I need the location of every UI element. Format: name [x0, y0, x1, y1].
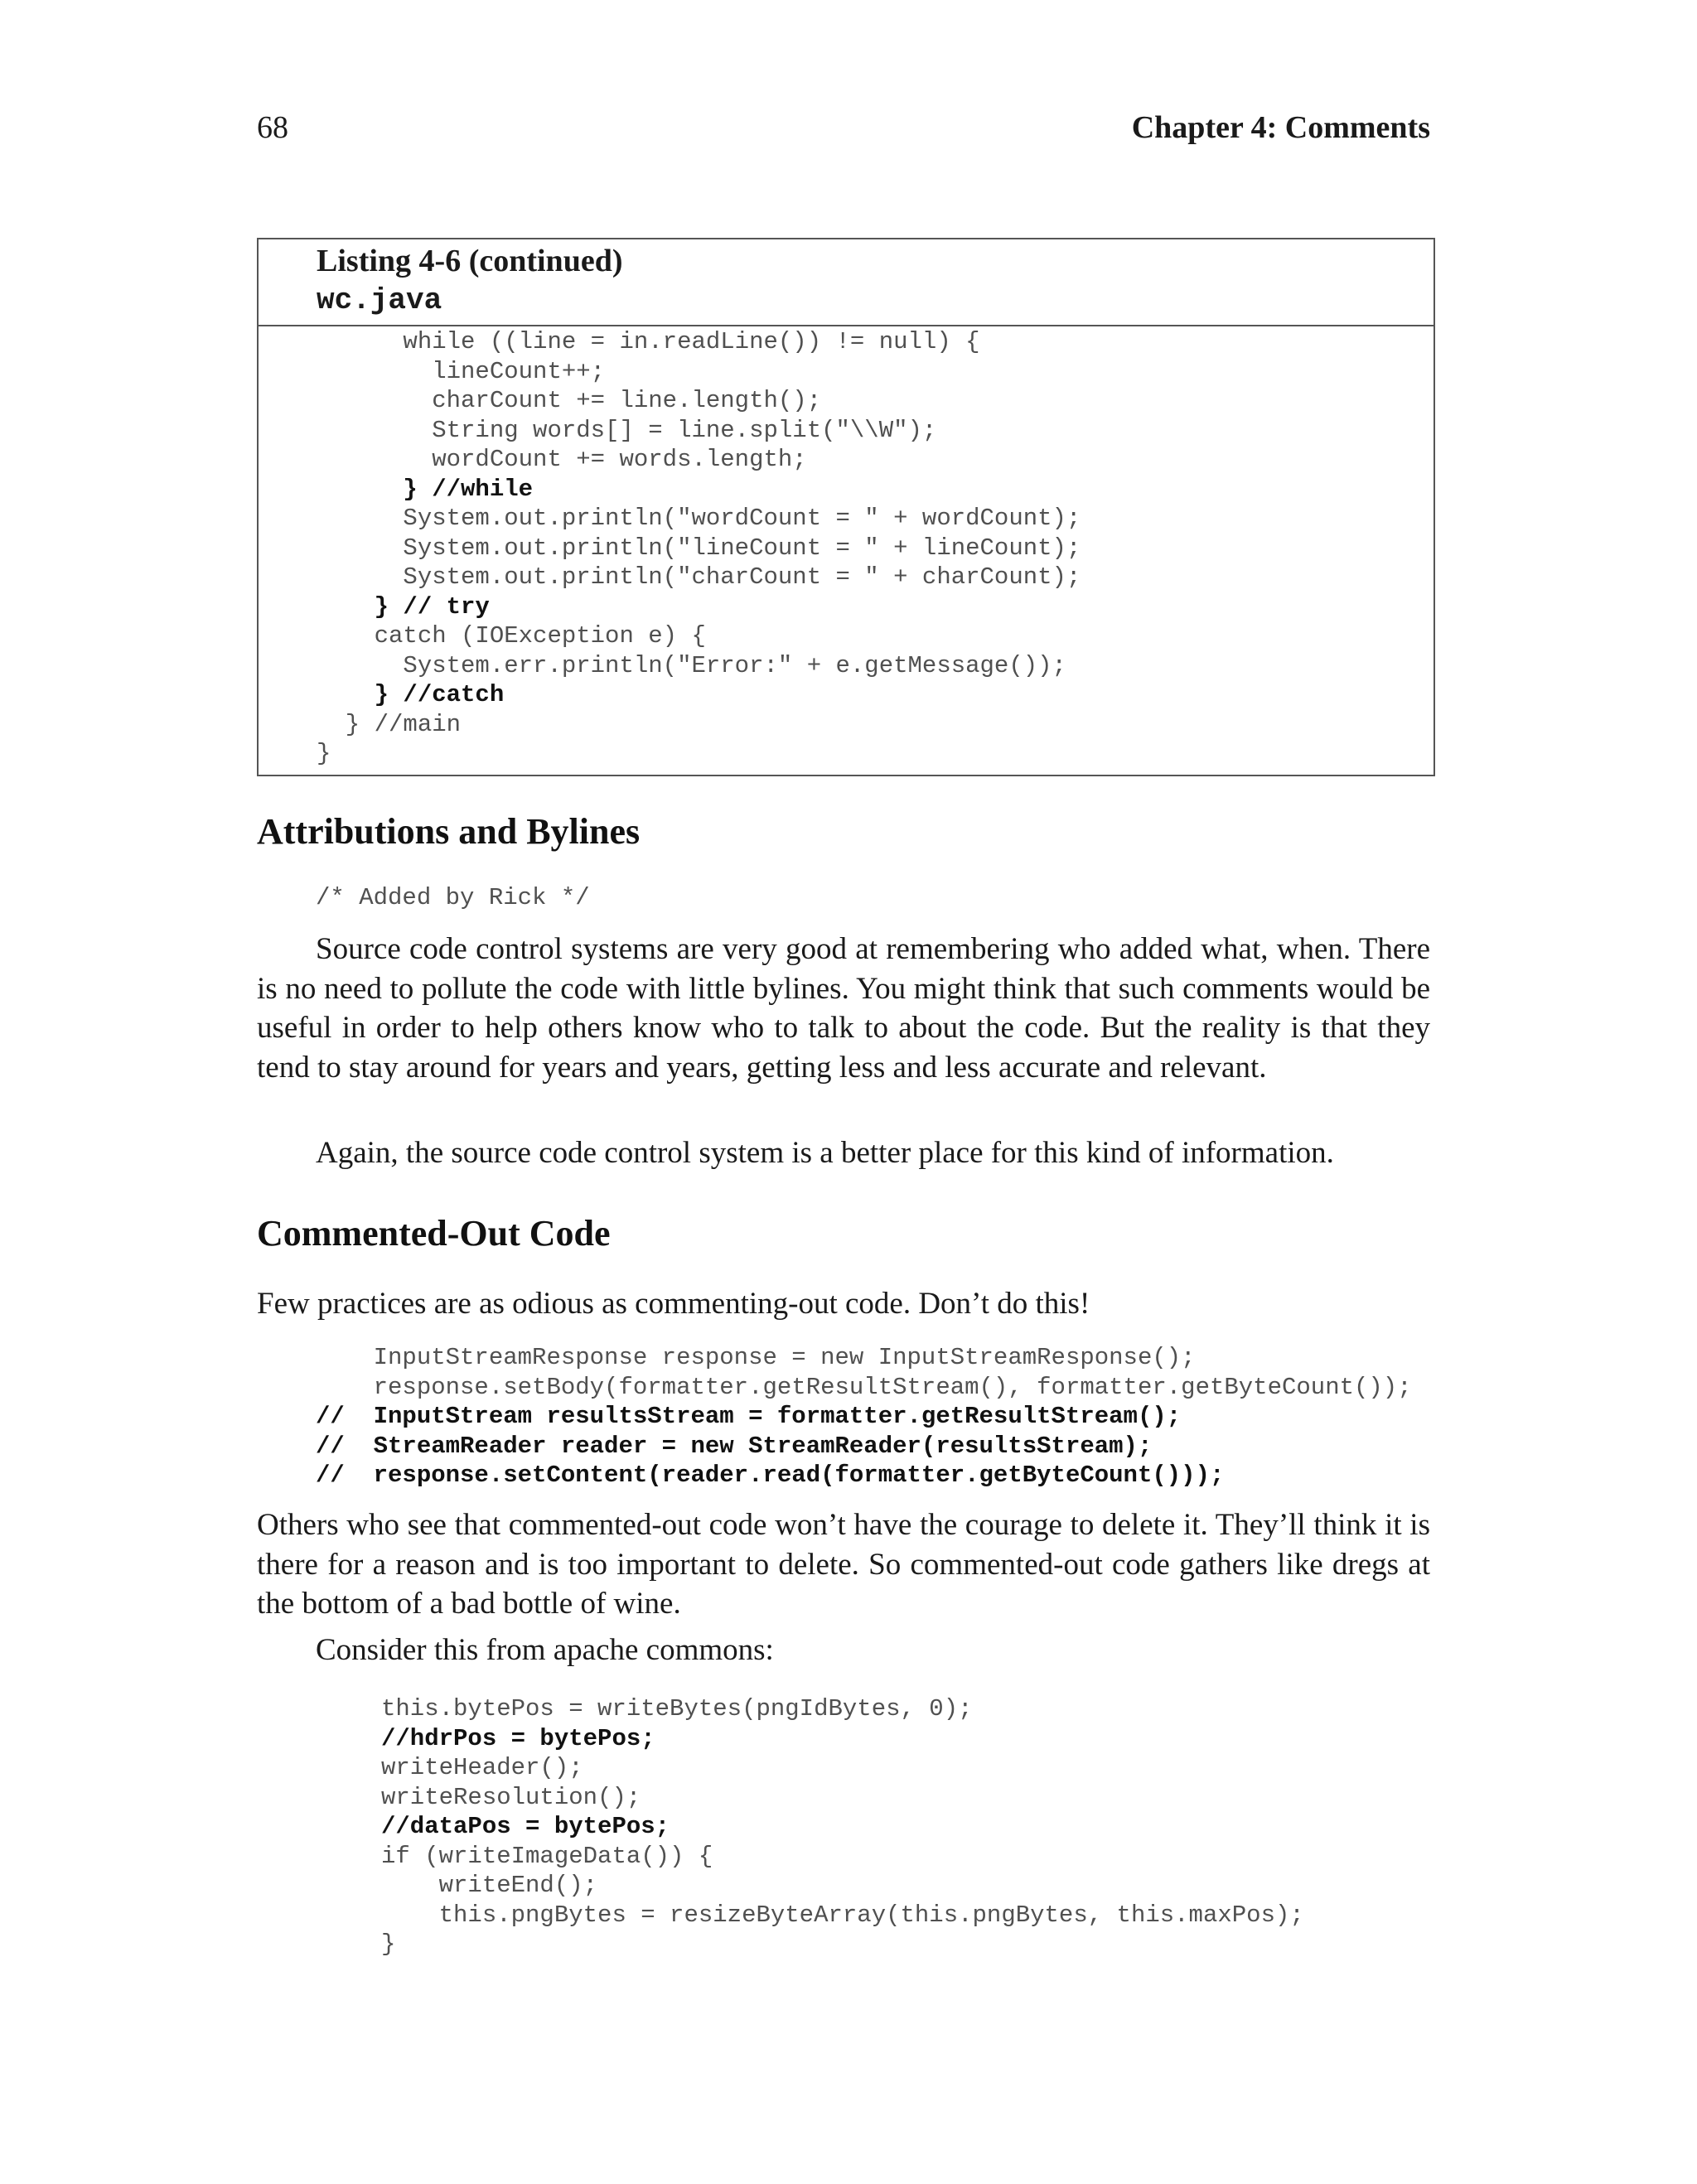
listing-title: Listing 4-6 (continued) — [317, 244, 623, 278]
listing-filename: wc.java — [317, 283, 442, 317]
page-number: 68 — [257, 110, 288, 145]
code-line: if (writeImageData()) { — [381, 1842, 713, 1870]
code-line: // StreamReader reader = new StreamReader(resultsStream); — [316, 1432, 1153, 1460]
code-line: this.bytePos = writeBytes(pngIdBytes, 0); — [381, 1695, 973, 1723]
code-line: // InputStream resultsStream = formatter.getResultStream(); — [316, 1403, 1182, 1430]
code-line: //hdrPos = bytePos; — [381, 1724, 655, 1752]
code-listing-box — [257, 238, 1435, 776]
code-line: this.pngBytes = resizeByteArray(this.pngBytes, this.maxPos); — [381, 1901, 1304, 1929]
code-line: //dataPos = bytePos; — [381, 1813, 670, 1840]
code-line: String words[] = line.split("\\W"); — [317, 416, 937, 444]
code-line: catch (IOException e) { — [317, 622, 706, 650]
paragraph-commented-out-2: Consider this from apache commons: — [316, 1633, 774, 1667]
paragraph-commented-out-1: Others who see that commented-out code won’t have the courage to delete it. They’ll think it is there for a reason and is too important to delete. So commented-out code gathers like dregs at the bottom of a bad bottle of wine. — [257, 1508, 1430, 1621]
code-line: System.out.println("wordCount = " + wordCount); — [317, 505, 1081, 532]
code-line: } — [317, 740, 331, 767]
byline-comment-code — [316, 883, 590, 913]
commented-out-code-example — [316, 1343, 1412, 1491]
code-line: // response.setContent(reader.read(formatter.getByteCount())); — [316, 1462, 1225, 1489]
code-line: System.out.println("lineCount = " + lineCount); — [317, 534, 1081, 562]
code-line: lineCount++; — [317, 357, 606, 385]
code-line: } //catch — [317, 681, 505, 708]
code-line: charCount += line.length(); — [317, 387, 822, 414]
paragraph-attributions-1: Source code control systems are very good at remembering who added what, when. There is no need to pollute the code with little bylines. You might think that such comments would be useful in order to help others know who to talk to about the code. But the reality is that they tend to stay around for years and years, getting less and less accurate and relevant. — [257, 932, 1430, 1085]
listing-header — [259, 239, 1434, 326]
section-heading-commented-out: Commented-Out Code — [257, 1213, 611, 1254]
code-line: System.err.println("Error:" + e.getMessage()); — [317, 651, 1066, 679]
code-line: } // try — [317, 592, 490, 621]
code-line: System.out.println("charCount = " + charCount); — [317, 563, 1081, 591]
code-line: } //main — [317, 710, 462, 738]
code-line: writeHeader(); — [381, 1754, 583, 1781]
apache-commons-code-example — [381, 1694, 1304, 1959]
paragraph-attributions-2: Again, the source code control system is a better place for this kind of information. — [316, 1136, 1334, 1170]
code-line: wordCount += words.length; — [317, 446, 807, 473]
code-line: response.setBody(formatter.getResultStream(), formatter.getByteCount()); — [316, 1373, 1412, 1401]
running-head — [257, 109, 1430, 159]
code-line: } — [381, 1930, 396, 1958]
code-line: InputStreamResponse response = new InputStreamResponse(); — [316, 1344, 1196, 1371]
section-heading-attributions: Attributions and Bylines — [257, 811, 641, 852]
chapter-title: Chapter 4: Comments — [1131, 110, 1430, 145]
code-line: writeEnd(); — [381, 1872, 598, 1899]
listing-code — [317, 327, 1081, 769]
code-line: while ((line = in.readLine()) != null) { — [317, 328, 980, 355]
code-line: } //while — [317, 475, 534, 503]
code-line: writeResolution(); — [381, 1783, 641, 1811]
code-line: /* Added by Rick */ — [316, 884, 590, 911]
paragraph-commented-out-intro: Few practices are as odious as commenting-out code. Don’t do this! — [257, 1287, 1090, 1321]
